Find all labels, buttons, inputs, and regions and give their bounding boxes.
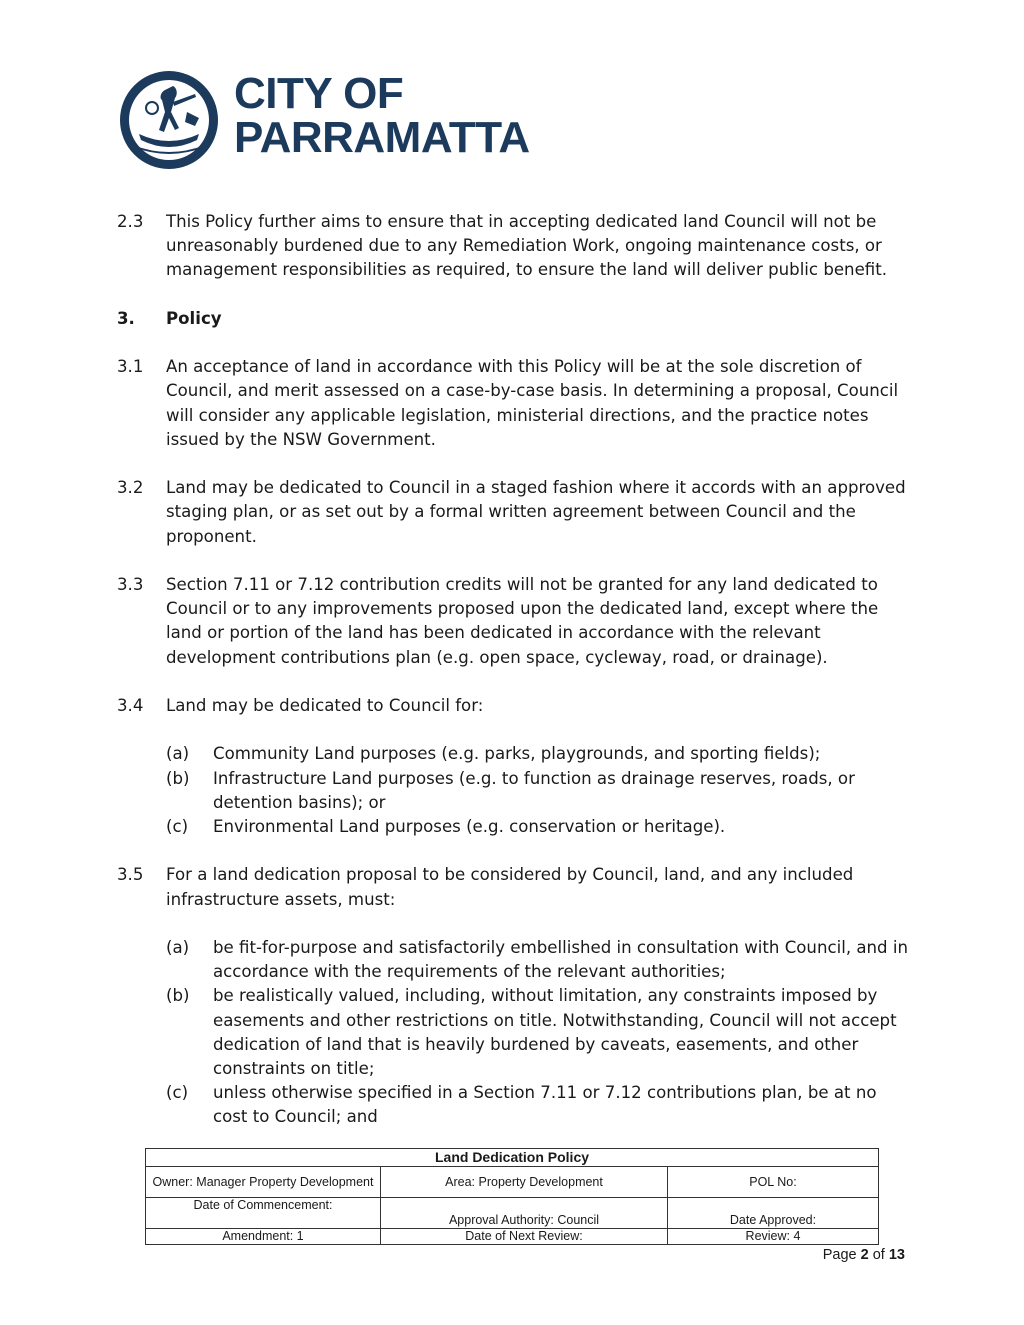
section-number: 2.3: [117, 212, 144, 231]
list-item-label: (c): [166, 1083, 189, 1103]
section-3-5: [117, 863, 912, 911]
section-number: 3.5: [117, 865, 144, 885]
list-item-label: (b): [166, 768, 190, 788]
heading-text: Policy: [166, 308, 222, 328]
logo-line-1: CITY OF: [234, 69, 404, 118]
section-2-3: [117, 210, 912, 283]
footer-date-approved: Date Approved:: [668, 1198, 879, 1229]
list-item: [117, 936, 912, 984]
policy-body: [117, 210, 912, 1154]
list-item: [117, 1081, 912, 1129]
heading-number: 3.: [117, 308, 135, 328]
section-text: This Policy further aims to ensure that in accepting dedicated land Council will not be unreasonably burdened due to any Remediation Work, ongoing maintenance costs, or management responsibilities as required, to ensure the land will deliver public benefit.: [166, 212, 888, 280]
page-total: 13: [888, 1247, 905, 1263]
section-number: 3.2: [117, 478, 144, 498]
section-3-4-list: [117, 742, 912, 839]
section-3-3: [117, 573, 912, 670]
section-3-4: [117, 694, 912, 718]
list-item: [117, 742, 912, 766]
policy-footer-table: [145, 1148, 879, 1245]
list-item: [117, 815, 912, 839]
list-item-label: (a): [166, 937, 190, 957]
logo-line-2: PARRAMATTA: [234, 113, 530, 162]
city-logo: [117, 68, 557, 172]
city-seal-icon: [117, 68, 221, 172]
list-item-text: Infrastructure Land purposes (e.g. to function as drainage reserves, roads, or detention basins); or: [213, 768, 855, 812]
section-number: 3.3: [117, 574, 144, 594]
list-item-label: (c): [166, 816, 189, 836]
section-text: An acceptance of land in accordance with this Policy will be at the sole discretion of Council, and merit assessed on a case-by-case basis. In determining a proposal, Council will consider any applicable legislation, ministerial directions, and the practice notes issued by the NSW Government.: [166, 357, 899, 449]
section-text: For a land dedication proposal to be considered by Council, land, and any included infrastructure assets, must:: [166, 865, 854, 909]
footer-amendment: Amendment: 1: [146, 1229, 381, 1245]
section-3-1: [117, 355, 912, 452]
list-item-text: be realistically valued, including, without limitation, any constraints imposed by easements and other restrictions on title. Notwithstanding, Council will not accept dedication of land that is heavily burdened by caveats, easements, and other constraints on title;: [213, 986, 897, 1078]
section-number: 3.1: [117, 357, 144, 377]
page-current: 2: [860, 1247, 869, 1263]
footer-owner: Owner: Manager Property Development: [146, 1167, 381, 1198]
section-3-5-list: [117, 936, 912, 1130]
section-3-heading: [117, 307, 912, 331]
list-item-label: (a): [166, 744, 190, 764]
section-text: Land may be dedicated to Council in a staged fashion where it accords with an approved staging plan, or as set out by a formal written agreement between Council and the proponent.: [166, 478, 906, 546]
page-prefix: Page: [822, 1247, 857, 1263]
list-item-text: unless otherwise specified in a Section 7.11 or 7.12 contributions plan, be at no cost to Council; and: [213, 1083, 877, 1127]
footer-commencement: Date of Commencement:: [146, 1198, 381, 1229]
footer-approval-authority: Approval Authority: Council: [381, 1198, 668, 1229]
section-3-2: [117, 476, 912, 549]
section-text: Section 7.11 or 7.12 contribution credits will not be granted for any land dedicated to Council or to any improvements proposed upon the dedicated land, except where the land or portion of the land has been dedicated in accordance with the relevant development contributions plan (e.g. open space, cycleway, road, or drainage).: [166, 574, 879, 667]
section-number: 3.4: [117, 695, 144, 715]
footer-area: Area: Property Development: [381, 1167, 668, 1198]
section-text: Land may be dedicated to Council for:: [166, 695, 484, 715]
list-item-text: Community Land purposes (e.g. parks, playgrounds, and sporting fields);: [213, 744, 821, 764]
list-item-text: be fit-for-purpose and satisfactorily embellished in consultation with Council, and in accordance with the requirements of the relevant authorities;: [213, 937, 908, 982]
page-of: of: [872, 1247, 885, 1263]
list-item-text: Environmental Land purposes (e.g. conservation or heritage).: [213, 816, 726, 836]
footer-next-review: Date of Next Review:: [381, 1229, 668, 1245]
footer-review: Review: 4: [668, 1229, 879, 1245]
list-item-label: (b): [166, 986, 190, 1006]
footer-pol-no: POL No:: [668, 1167, 879, 1198]
list-item: [117, 984, 912, 1081]
page-number: [780, 1247, 905, 1263]
footer-title: Land Dedication Policy: [146, 1149, 879, 1167]
logo-wordmark: [234, 69, 530, 162]
list-item: [117, 767, 912, 815]
